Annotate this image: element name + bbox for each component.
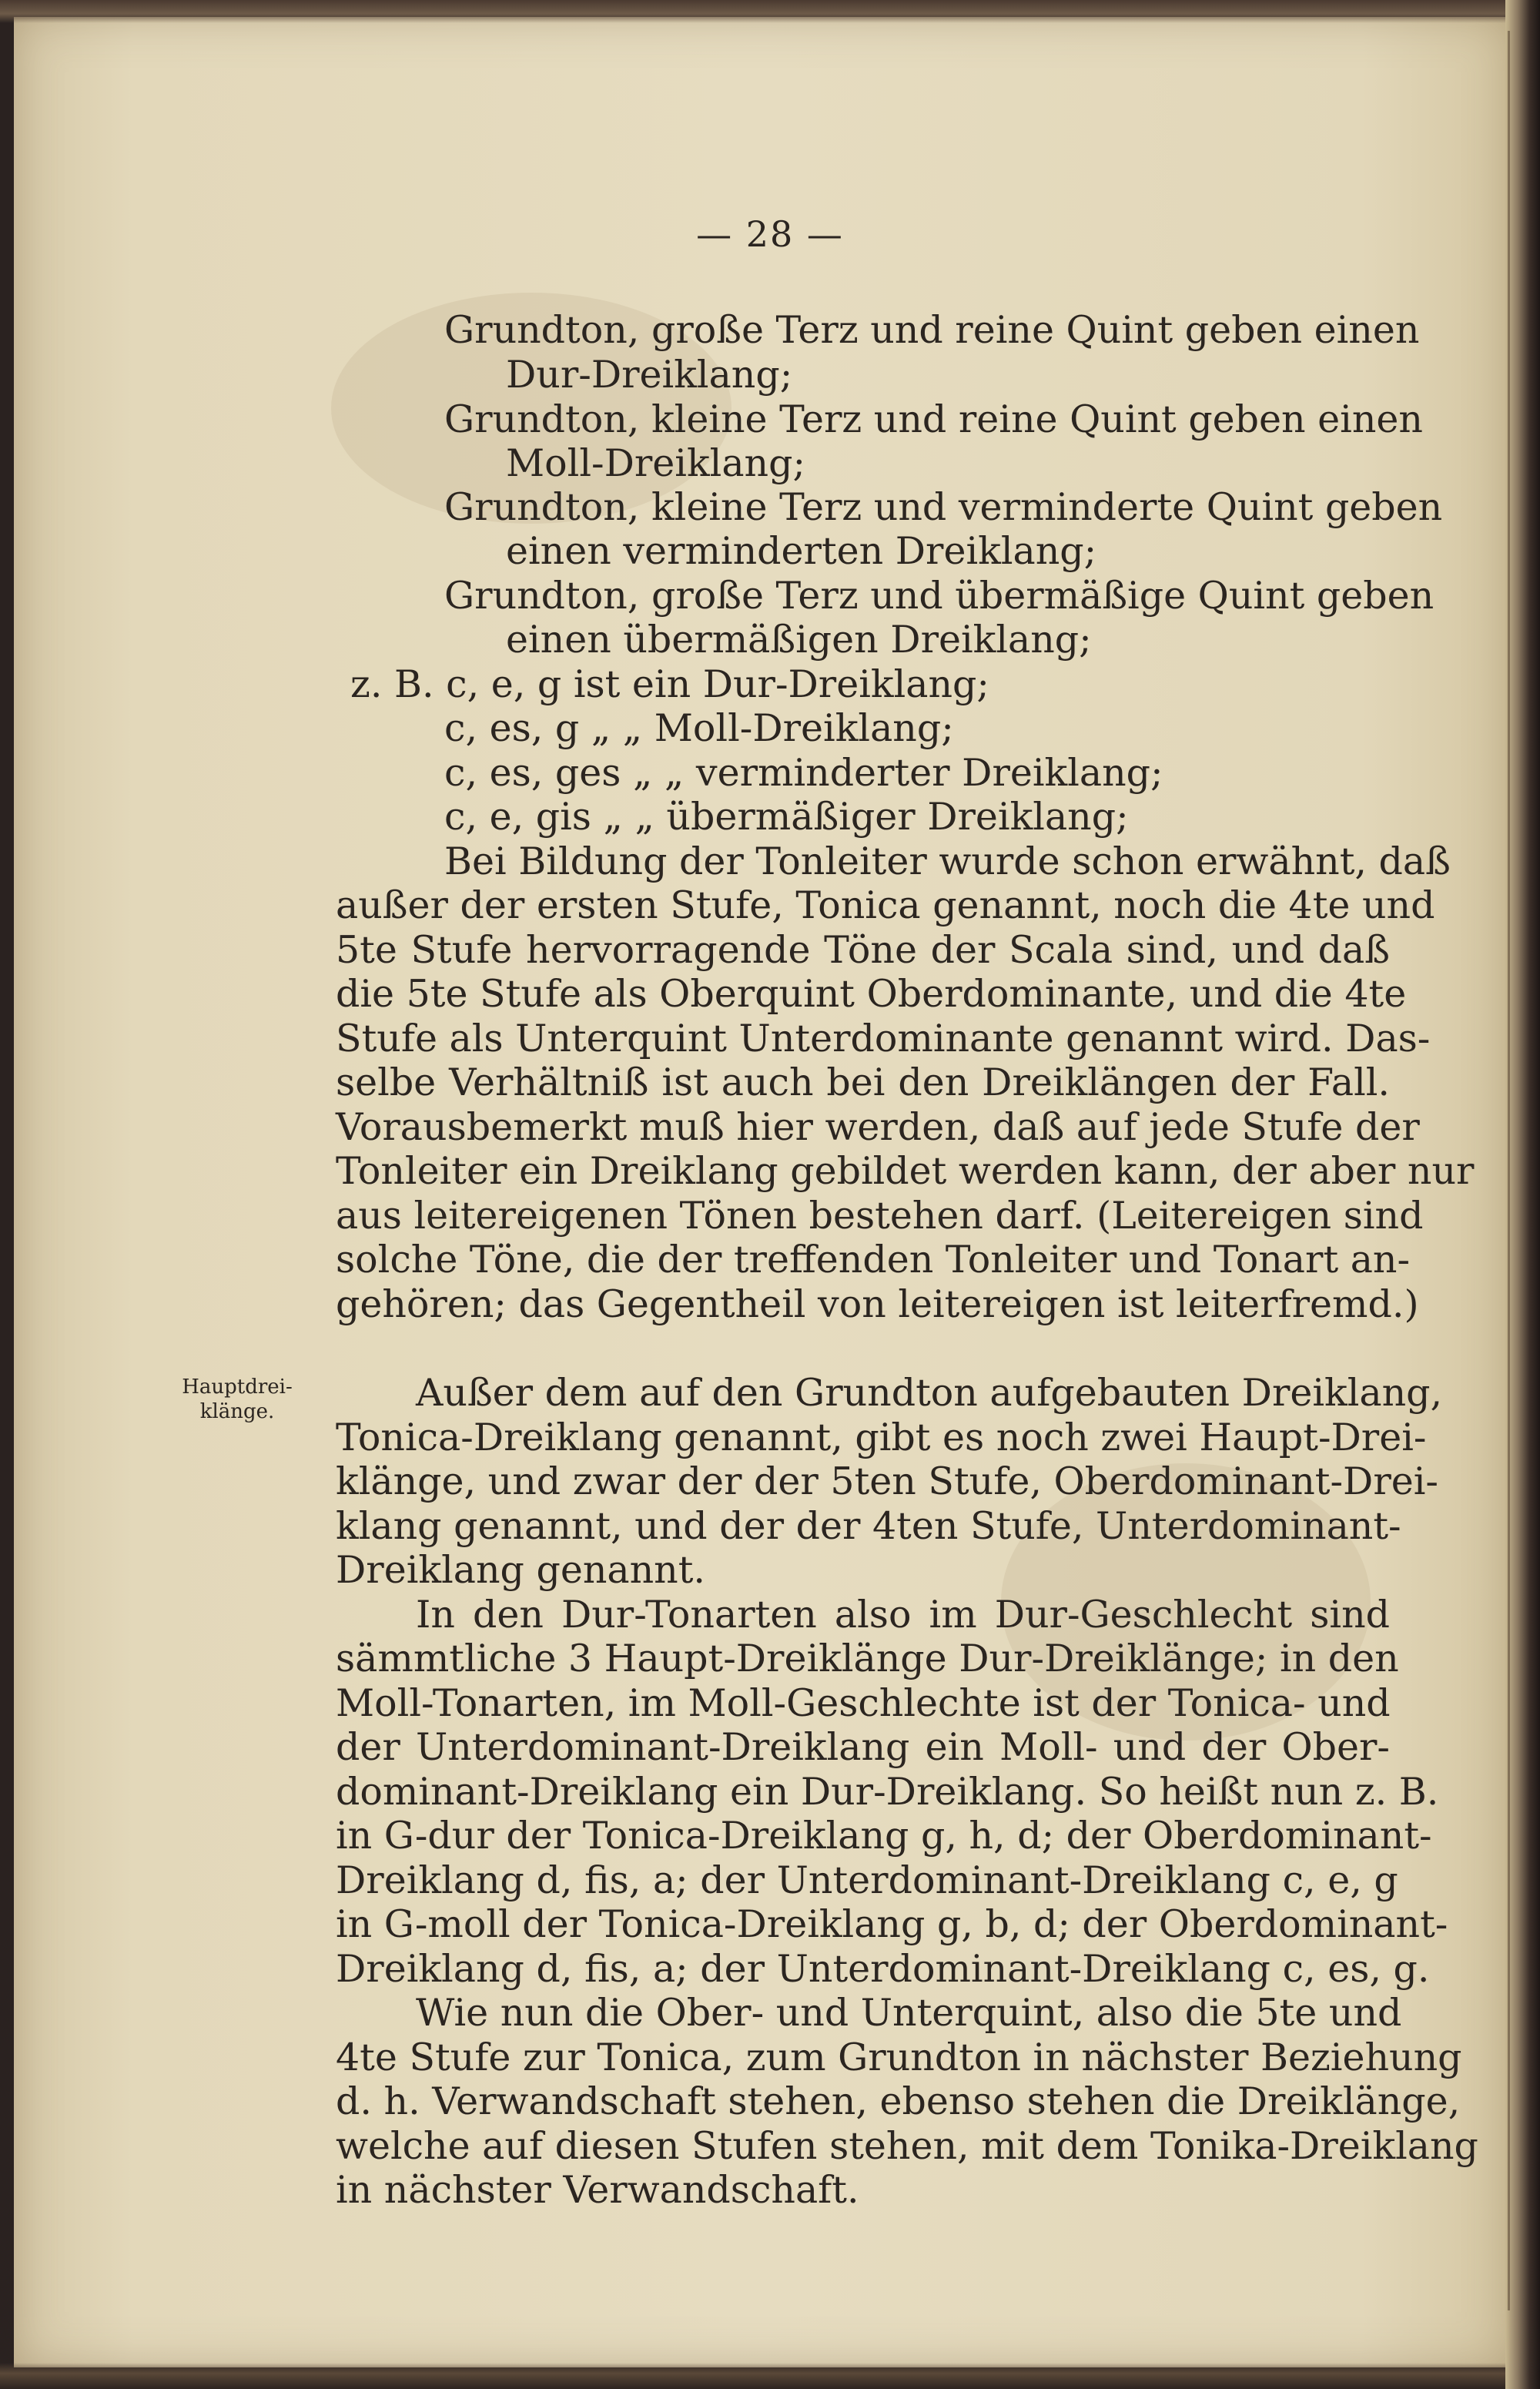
text-line: Grundton, kleine Terz und reine Quint geben einen <box>444 397 1423 441</box>
text-line: Grundton, große Terz und reine Quint geben einen <box>444 308 1420 352</box>
page-number: — 28 — <box>696 213 844 255</box>
text-line: aus leitereigenen Tönen bestehen darf. (Leitereigen sind <box>336 1194 1424 1238</box>
marginal-note-line: klänge. <box>199 1400 275 1423</box>
book-binding-edge <box>1505 0 1540 2389</box>
marginal-note <box>168 1375 306 1424</box>
text-line: Dreiklang d, fis, a; der Unterdominant-Dreiklang c, es, g. <box>336 1947 1430 1991</box>
text-line: der Unterdominant-Dreiklang ein Moll- und der Ober- <box>336 1725 1390 1769</box>
text-line: Grundton, große Terz und übermäßige Quint geben <box>444 574 1435 618</box>
text-line: klänge, und zwar der der 5ten Stufe, Oberdominant-Drei- <box>336 1459 1438 1503</box>
text-line: gehören; das Gegentheil von leitereigen ist leiterfremd.) <box>336 1282 1419 1326</box>
text-line: c, es, ges „ „ verminderter Dreiklang; <box>444 751 1163 795</box>
page-top-edge <box>0 0 1540 23</box>
text-line: Dreiklang genannt. <box>336 1548 705 1592</box>
text-line: in G-dur der Tonica-Dreiklang g, h, d; der Oberdominant- <box>336 1814 1432 1858</box>
text-line: Dur-Dreiklang; <box>506 353 793 397</box>
text-line: Moll-Dreiklang; <box>506 441 805 485</box>
text-line: Dreiklang d, fis, a; der Unterdominant-Dreiklang c, e, g <box>336 1858 1398 1902</box>
text-line: in nächster Verwandschaft. <box>336 2168 859 2212</box>
gutter-line <box>1508 31 1510 2310</box>
text-line: sämmtliche 3 Haupt-Dreiklänge Dur-Dreiklänge; in den <box>336 1637 1399 1680</box>
text-line: c, es, g „ „ Moll-Dreiklang; <box>444 706 954 750</box>
text-line: Tonleiter ein Dreiklang gebildet werden kann, der aber nur <box>336 1149 1475 1193</box>
text-line: Vorausbemerkt muß hier werden, daß auf jede Stufe der <box>336 1105 1420 1149</box>
text-line: außer der ersten Stufe, Tonica genannt, noch die 4te und <box>336 883 1435 927</box>
text-line: 5te Stufe hervorragende Töne der Scala sind, und daß <box>336 928 1390 972</box>
text-line: z. B. c, e, g ist ein Dur-Dreiklang; <box>350 662 989 706</box>
text-line: Wie nun die Ober- und Unterquint, also die 5te und <box>416 1991 1402 2035</box>
text-line: 4te Stufe zur Tonica, zum Grundton in nächster Beziehung <box>336 2036 1462 2079</box>
text-line: d. h. Verwandschaft stehen, ebenso stehen die Dreiklänge, <box>336 2079 1461 2123</box>
text-line: Außer dem auf den Grundton aufgebauten Dreiklang, <box>416 1371 1443 1415</box>
page-bottom-edge <box>0 2363 1540 2389</box>
text-line: dominant-Dreiklang ein Dur-Dreiklang. So heißt nun z. B. <box>336 1770 1439 1814</box>
text-line: Tonica-Dreiklang genannt, gibt es noch zwei Haupt-Drei- <box>336 1416 1427 1459</box>
text-line: In den Dur-Tonarten also im Dur-Geschlecht sind <box>416 1593 1390 1637</box>
text-line: einen verminderten Dreiklang; <box>506 529 1097 573</box>
text-line: Stufe als Unterquint Unterdominante genannt wird. Das- <box>336 1017 1431 1060</box>
text-line: Bei Bildung der Tonleiter wurde schon erwähnt, daß <box>444 839 1451 883</box>
text-line: solche Töne, die der treffenden Tonleiter und Tonart an- <box>336 1238 1411 1282</box>
text-line: einen übermäßigen Dreiklang; <box>506 618 1092 662</box>
text-line: Grundton, kleine Terz und verminderte Quint geben <box>444 485 1443 529</box>
text-line: selbe Verhältniß ist auch bei den Dreiklängen der Fall. <box>336 1060 1390 1104</box>
text-line: die 5te Stufe als Oberquint Oberdominante, und die 4te <box>336 972 1407 1016</box>
text-line: Moll-Tonarten, im Moll-Geschlechte ist der Tonica- und <box>336 1681 1391 1725</box>
marginal-note-line: Hauptdrei- <box>182 1375 293 1399</box>
text-line: welche auf diesen Stufen stehen, mit dem Tonika-Dreiklang <box>336 2124 1478 2168</box>
text-line: in G-moll der Tonica-Dreiklang g, b, d; der Oberdominant- <box>336 1902 1448 1946</box>
text-line: klang genannt, und der der 4ten Stufe, Unterdominant- <box>336 1504 1401 1548</box>
text-line: c, e, gis „ „ übermäßiger Dreiklang; <box>444 795 1129 839</box>
